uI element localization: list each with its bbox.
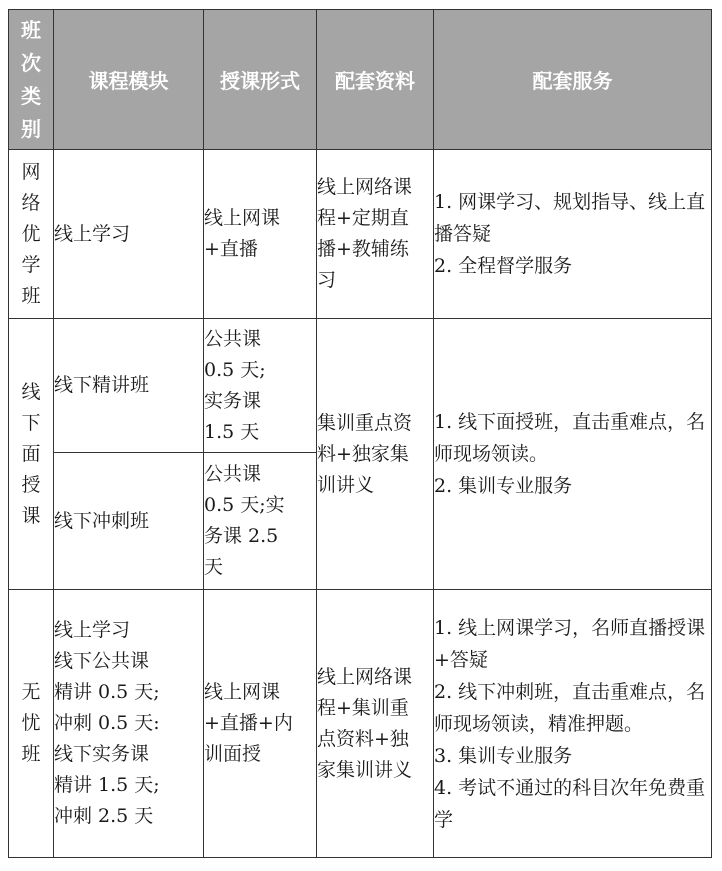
materials-text-xianxia: 集训重点资料+独家集训讲义 — [317, 411, 413, 496]
format-text-wuyou: 线上网课+直播+内训面授 — [204, 681, 293, 765]
header-services: 配套服务 — [434, 10, 712, 150]
format-line: 1.5 天 — [204, 420, 260, 443]
header-format: 授课形式 — [204, 10, 317, 150]
service-item: 4. 考试不通过的科目次年免费重学 — [434, 776, 706, 831]
module-line: 精讲 1.5 天; — [54, 774, 160, 796]
format-line: 天 — [204, 556, 224, 578]
cell-format-chongci — [204, 453, 317, 590]
cell-format-wuyou — [204, 590, 317, 858]
service-item: 1. 网课学习、规划指导、线上直播答疑 — [434, 191, 706, 245]
module-line: 精讲 0.5 天; — [54, 681, 160, 703]
service-item: 2. 线下冲刺班，直击重难点，名师现场领读，精准押题。 — [434, 680, 706, 735]
header-category — [9, 10, 54, 150]
row-wangluo — [9, 150, 712, 319]
category-label-wangluo: 网络优学班 — [21, 160, 41, 307]
cell-services-xianxia — [434, 319, 712, 590]
format-line: 0.5 天;实 — [204, 494, 285, 516]
format-text-wangluo: 线上网课+直播 — [204, 207, 281, 260]
category-label-xianxia: 线下面授课 — [21, 380, 41, 527]
header-category-label: 班次类别 — [21, 17, 41, 141]
cell-services-wangluo — [434, 150, 712, 319]
cell-module-wuyou — [54, 590, 204, 858]
format-line: 公共课 — [204, 327, 262, 350]
cell-format-wangluo — [204, 150, 317, 319]
header-materials: 配套资料 — [317, 10, 434, 150]
service-item: 1. 线下面授班，直击重难点，名师现场领读。 — [434, 411, 706, 465]
cell-category-wuyou — [9, 590, 54, 858]
cell-materials-wuyou — [317, 590, 434, 858]
cell-module-chongci: 线下冲刺班 — [54, 453, 204, 590]
format-line: 公共课 — [204, 463, 262, 485]
cell-module-jingjiang: 线下精讲班 — [54, 319, 204, 453]
header-module: 课程模块 — [54, 10, 204, 150]
cell-materials-xianxia — [317, 319, 434, 590]
module-line: 冲刺 2.5 天 — [54, 805, 154, 827]
materials-text-wangluo: 线上网络课程+定期直播+教辅练习 — [317, 176, 413, 291]
module-line: 线下实务课 — [54, 743, 150, 765]
format-line: 务课 2.5 — [204, 525, 279, 547]
row-wuyou — [9, 590, 712, 858]
module-line: 线下公共课 — [54, 650, 150, 672]
service-item: 1. 线上网课学习，名师直播授课+答疑 — [434, 616, 706, 671]
cell-materials-wangluo — [317, 150, 434, 319]
module-line: 线上学习 — [54, 619, 131, 641]
cell-format-jingjiang — [204, 319, 317, 453]
course-table — [8, 9, 712, 858]
format-line: 0.5 天; — [204, 358, 266, 381]
cell-category-xianxia — [9, 319, 54, 590]
cell-services-wuyou — [434, 590, 712, 858]
service-item: 2. 集训专业服务 — [434, 475, 573, 497]
row-xianxia-jingjiang — [9, 319, 712, 453]
materials-text-wuyou: 线上网络课程+集训重点资料+独家集训讲义 — [317, 665, 413, 781]
format-line: 实务课 — [204, 389, 262, 412]
category-label-wuyou: 无忧班 — [21, 681, 41, 765]
header-row — [9, 10, 712, 150]
cell-module-wangluo: 线上学习 — [54, 150, 204, 319]
service-item: 2. 全程督学服务 — [434, 255, 573, 277]
cell-category-wangluo — [9, 150, 54, 319]
module-line: 冲刺 0.5 天: — [54, 712, 160, 734]
service-item: 3. 集训专业服务 — [434, 744, 573, 767]
